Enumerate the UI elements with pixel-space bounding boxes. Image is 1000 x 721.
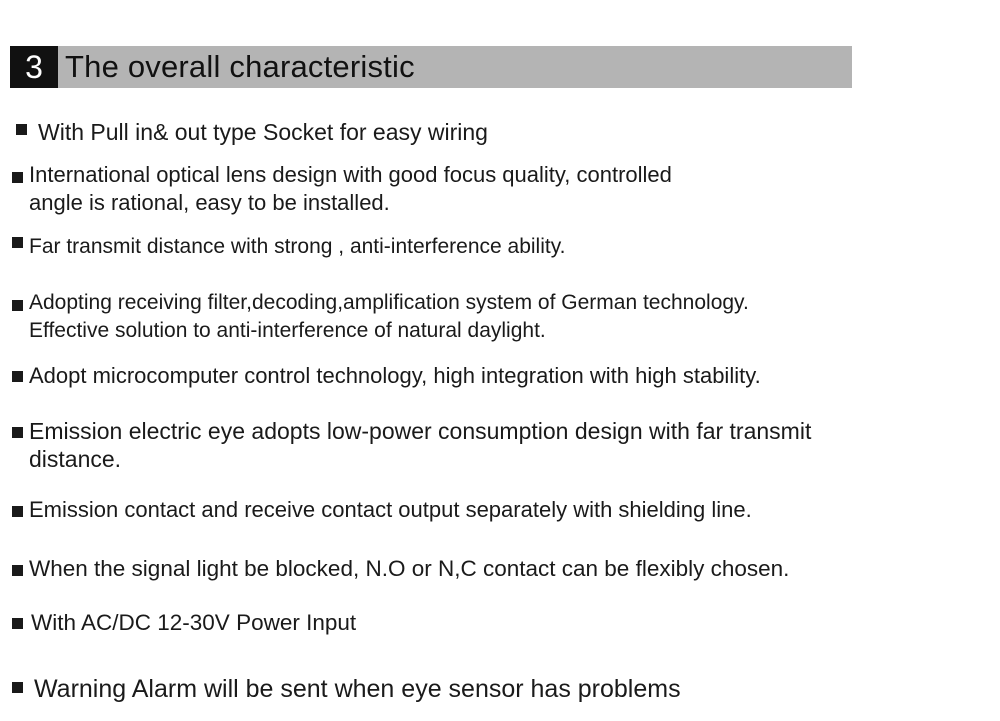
- feature-item: [12, 609, 987, 637]
- feature-text: Far transmit distance with strong , anti-interference ability.: [29, 235, 566, 258]
- feature-item: [12, 289, 987, 345]
- feature-item: [12, 362, 987, 390]
- feature-text: When the signal light be blocked, N.O or N,C contact can be flexibly chosen.: [29, 556, 790, 581]
- square-bullet-icon: [12, 371, 23, 382]
- square-bullet-icon: [12, 300, 23, 311]
- feature-item: [12, 673, 987, 705]
- feature-text: Warning Alarm will be sent when eye sensor has problems: [34, 675, 681, 703]
- feature-text: Emission electric eye adopts low-power consumption design with far transmit distance.: [29, 418, 812, 472]
- feature-item: [12, 233, 987, 261]
- square-bullet-icon: [16, 124, 27, 135]
- feature-item: [12, 555, 987, 583]
- feature-item: [12, 496, 987, 524]
- feature-text: With AC/DC 12-30V Power Input: [31, 610, 357, 635]
- square-bullet-icon: [12, 172, 23, 183]
- square-bullet-icon: [12, 427, 23, 438]
- feature-text: Adopt microcomputer control technology, high integration with high stability.: [29, 363, 761, 388]
- section-title: The overall characteristic: [65, 49, 415, 84]
- square-bullet-icon: [12, 682, 23, 693]
- feature-item: [12, 417, 987, 473]
- feature-text: With Pull in& out type Socket for easy wiring: [38, 119, 488, 145]
- square-bullet-icon: [12, 237, 23, 248]
- square-bullet-icon: [12, 618, 23, 629]
- section-number: 3: [10, 46, 58, 88]
- feature-text: International optical lens design with good focus quality, controlled angle is rational, easy to be installed.: [29, 162, 672, 215]
- square-bullet-icon: [12, 565, 23, 576]
- feature-item: [16, 118, 991, 146]
- feature-item: [12, 161, 987, 217]
- feature-text: Adopting receiving filter,decoding,amplification system of German technology. Effective solution to anti-interference of natural daylight.: [29, 291, 749, 342]
- square-bullet-icon: [12, 506, 23, 517]
- feature-text: Emission contact and receive contact output separately with shielding line.: [29, 497, 752, 522]
